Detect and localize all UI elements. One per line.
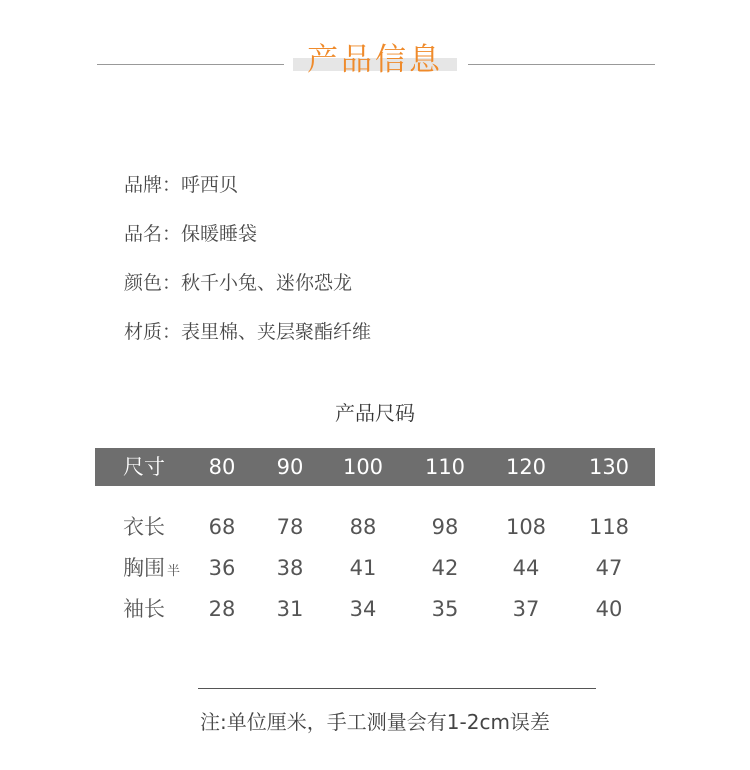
product-info-list [124, 170, 371, 366]
info-color: 颜色：秋千小兔、迷你恐龙 [124, 272, 353, 294]
measurement-note: 注:单位厘米，手工测量会有1-2cm误差 [200, 710, 550, 734]
table-cell: 108 [505, 515, 547, 539]
info-brand: 品牌：呼西贝 [124, 174, 239, 196]
table-cell: 38 [276, 556, 304, 580]
note-divider [198, 688, 596, 689]
table-cell: 40 [595, 597, 623, 621]
info-material: 材质：表里棉、夹层聚酯纤维 [124, 321, 372, 343]
table-cell: 28 [208, 597, 236, 621]
header-label: 尺寸 [123, 455, 165, 479]
table-cell: 35 [431, 597, 459, 621]
size-header: 120 [505, 455, 547, 479]
row-label: 衣长 [123, 515, 165, 539]
table-row [95, 589, 655, 630]
table-cell: 34 [349, 597, 377, 621]
size-header: 80 [208, 455, 236, 479]
table-cell: 42 [431, 556, 459, 580]
table-cell: 36 [208, 556, 236, 580]
title-divider-left [97, 64, 284, 65]
title-divider-right [468, 64, 655, 65]
table-cell: 118 [588, 515, 630, 539]
size-table [95, 448, 655, 630]
table-cell: 78 [276, 515, 304, 539]
table-row [95, 548, 655, 589]
table-cell: 47 [595, 556, 623, 580]
table-cell: 44 [512, 556, 540, 580]
table-cell: 68 [208, 515, 236, 539]
section-title [0, 40, 750, 84]
page-title: 产品信息 [307, 42, 443, 78]
table-cell: 41 [349, 556, 377, 580]
table-row [95, 507, 655, 548]
row-label: 袖长 [123, 597, 165, 621]
info-product-name: 品名：保暖睡袋 [124, 223, 258, 245]
table-cell: 31 [276, 597, 304, 621]
size-table-header [95, 448, 655, 486]
size-chart-title: 产品尺码 [335, 401, 415, 425]
size-header: 100 [342, 455, 384, 479]
size-header: 90 [276, 455, 304, 479]
row-label: 胸围 半 [123, 556, 181, 580]
table-cell: 37 [512, 597, 540, 621]
table-cell: 98 [431, 515, 459, 539]
size-header: 130 [588, 455, 630, 479]
size-header: 110 [424, 455, 466, 479]
table-cell: 88 [349, 515, 377, 539]
half-suffix: 半 [167, 564, 181, 579]
